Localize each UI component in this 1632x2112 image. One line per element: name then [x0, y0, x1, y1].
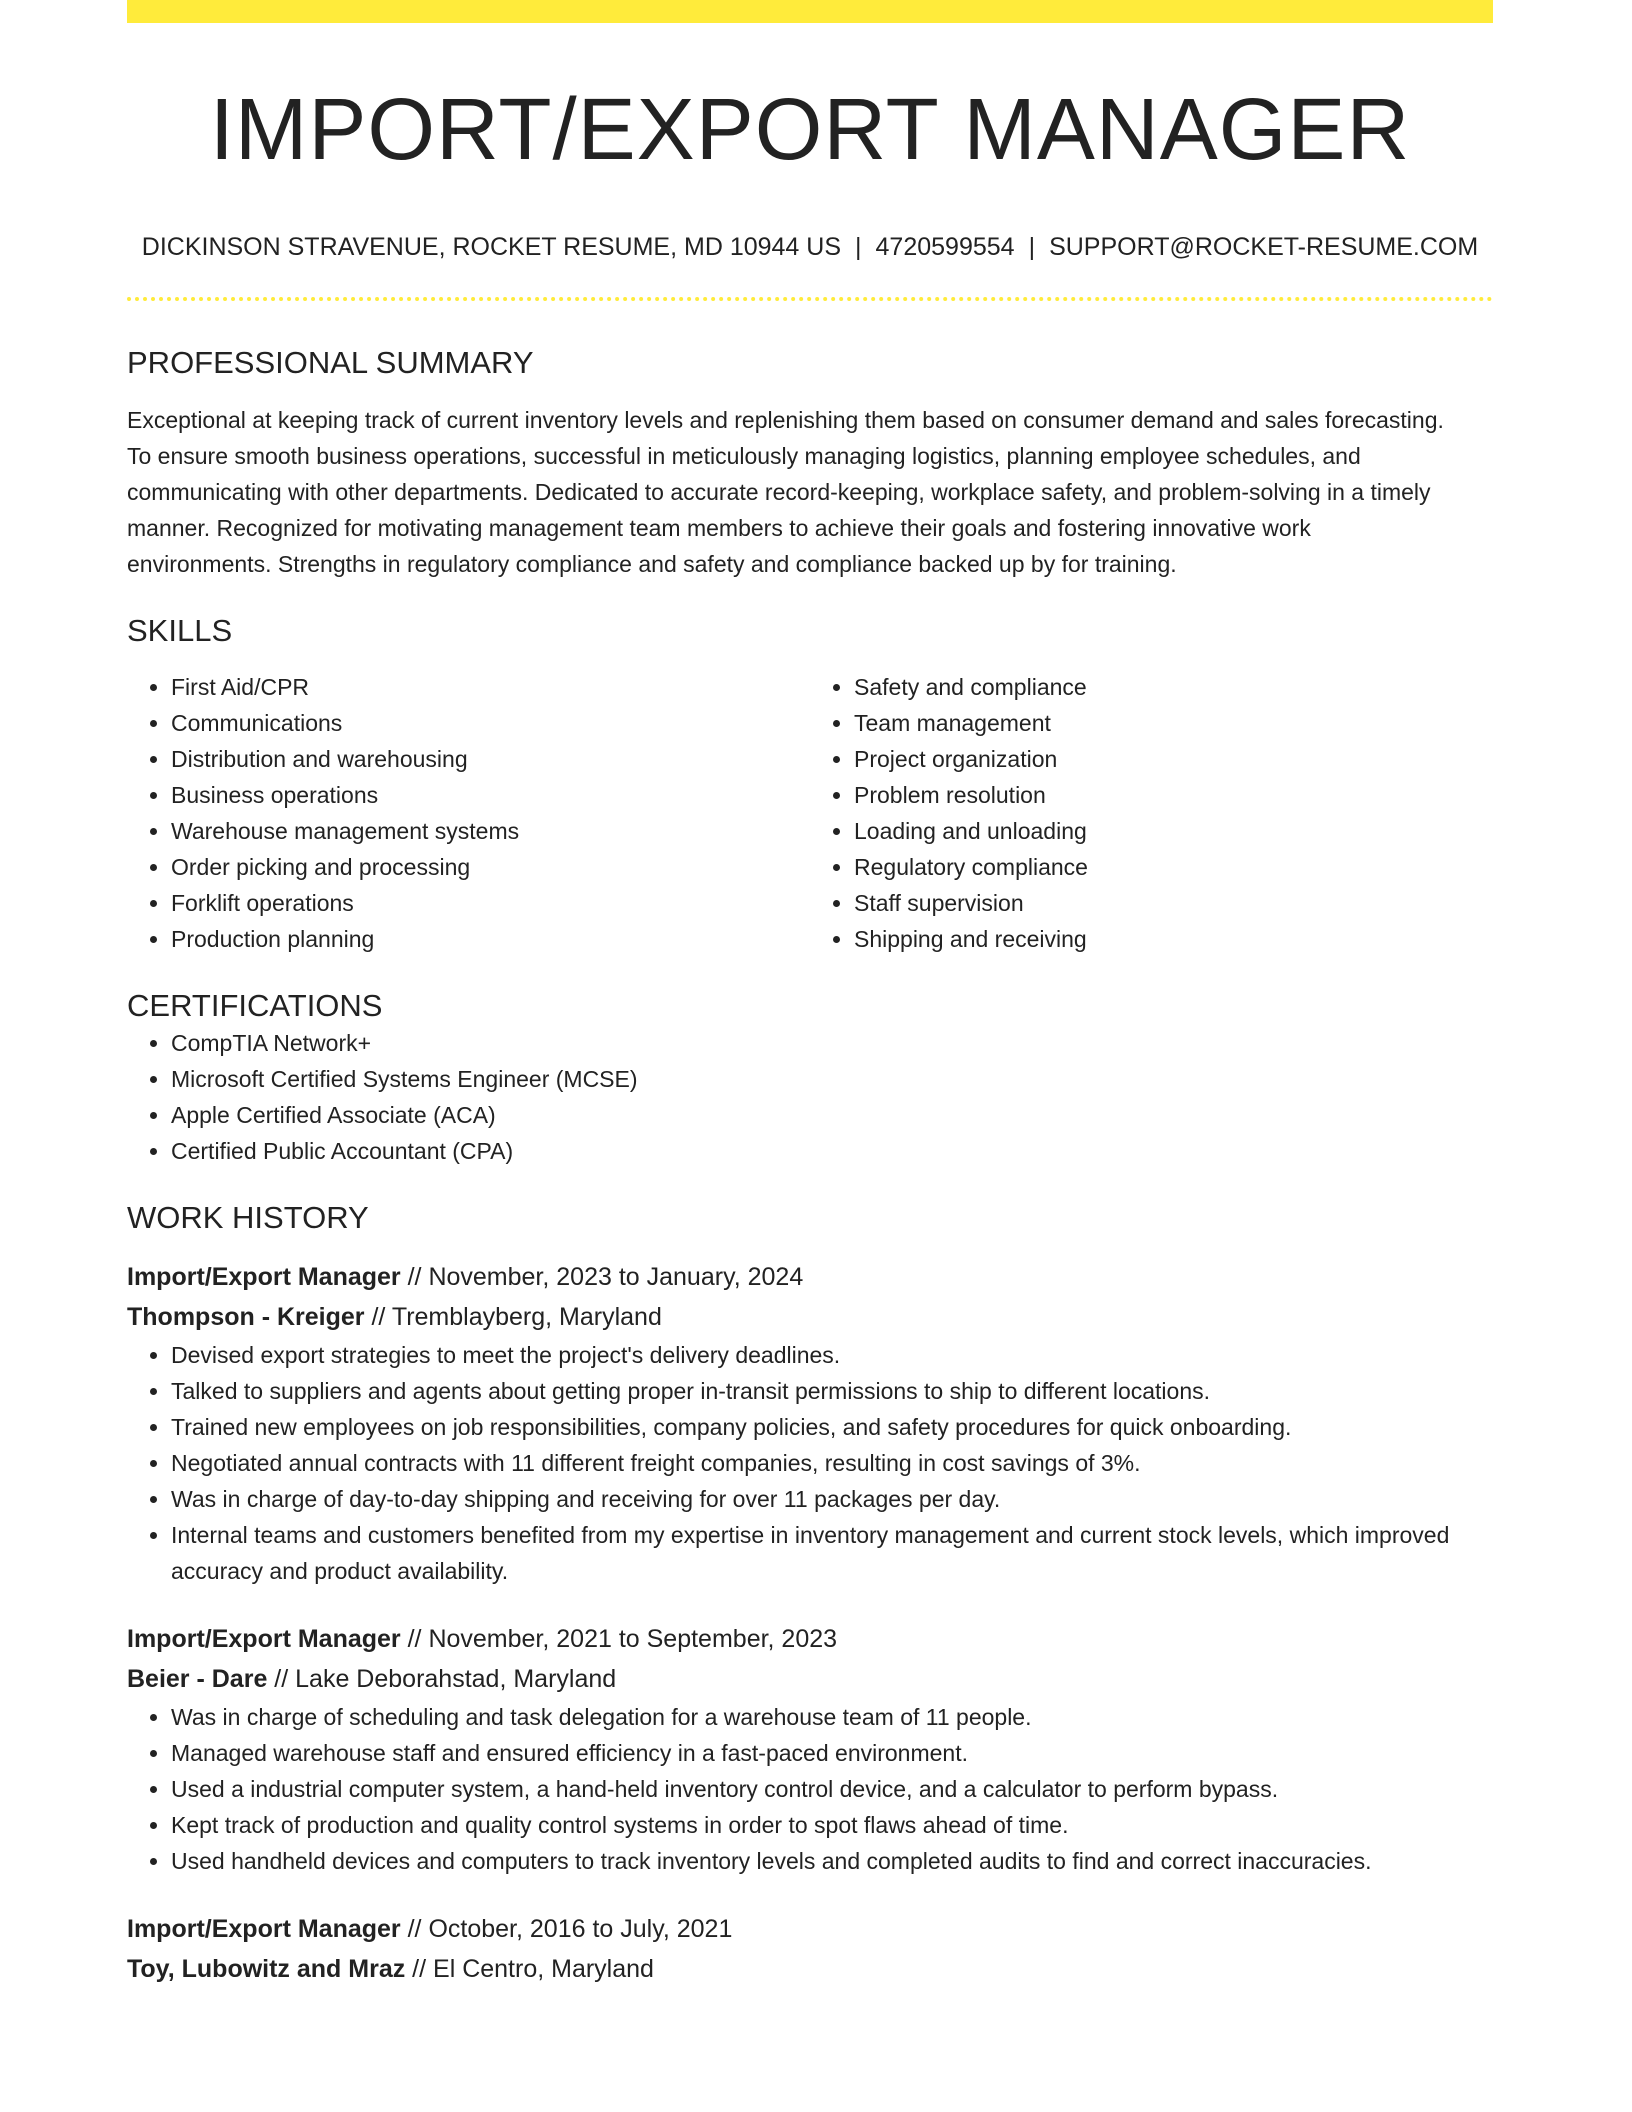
job-duty: • Used handheld devices and computers to track inventory levels and completed audits to find and correct inaccuracies. — [171, 1843, 1493, 1879]
certifications-list — [127, 1025, 1493, 1169]
work-history-heading: WORK HISTORY — [127, 1200, 369, 1235]
skill-item: • Staff supervision — [854, 885, 1493, 921]
skill-item: • Regulatory compliance — [854, 849, 1493, 885]
job-dates: // November, 2021 to September, 2023 — [400, 1625, 838, 1653]
skill-item: • Shipping and receiving — [854, 921, 1493, 957]
job-duty: • Trained new employees on job responsibilities, company policies, and safety procedures for quick onboarding. — [171, 1409, 1493, 1445]
certifications-heading: CERTIFICATIONS — [127, 988, 383, 1023]
contact-line — [127, 232, 1493, 262]
job-role: Import/Export Manager — [127, 1263, 401, 1291]
skill-item: • Distribution and warehousing — [171, 741, 810, 777]
dotted-divider — [127, 297, 1493, 301]
job-dates: // November, 2023 to January, 2024 — [400, 1263, 804, 1291]
skill-item: • Business operations — [171, 777, 810, 813]
summary-heading: PROFESSIONAL SUMMARY — [127, 345, 534, 380]
certification-item: • CompTIA Network+ — [171, 1025, 1493, 1061]
skill-item: • Project organization — [854, 741, 1493, 777]
skill-item: • First Aid/CPR — [171, 669, 810, 705]
skills-list-right — [810, 669, 1493, 957]
job-title-line — [127, 1909, 1493, 1949]
job-duties-list — [127, 1337, 1493, 1589]
job-company: Beier - Dare — [127, 1665, 268, 1693]
skill-item: • Production planning — [171, 921, 810, 957]
job-location: // Tremblayberg, Maryland — [364, 1303, 662, 1331]
job-title-line — [127, 1257, 1493, 1297]
job-title-line — [127, 1619, 1493, 1659]
skill-item: • Communications — [171, 705, 810, 741]
resume-name: IMPORT/EXPORT MANAGER — [209, 81, 1411, 178]
certification-item: • Certified Public Accountant (CPA) — [171, 1133, 1493, 1169]
job-entry — [127, 1619, 1493, 1879]
contact-phone: 4720599554 — [875, 233, 1015, 261]
skills-list-left — [127, 669, 810, 957]
contact-separator: | — [855, 233, 862, 261]
job-dates: // October, 2016 to July, 2021 — [400, 1915, 733, 1943]
skill-item: • Loading and unloading — [854, 813, 1493, 849]
job-duty: • Was in charge of scheduling and task delegation for a warehouse team of 11 people. — [171, 1699, 1493, 1735]
job-company: Toy, Lubowitz and Mraz — [127, 1955, 406, 1983]
job-entry — [127, 1257, 1493, 1589]
job-duty: • Talked to suppliers and agents about getting proper in-transit permissions to ship to different locations. — [171, 1373, 1493, 1409]
summary-text: Exceptional at keeping track of current inventory levels and replenishing them based on consumer demand and sales forecasting. To ensure smooth business operations, successful in meticulously managing logistics, planning employee schedules, and communicating with other departments. Dedicated to accurate record-keeping, workplace safety, and problem-solving in a timely manner. Recognized for motivating management team members to achieve their goals and fostering innovative work environments. Strengths in regulatory compliance and safety and compliance backed up by for training. — [127, 407, 1444, 577]
job-location: // El Centro, Maryland — [405, 1955, 654, 1983]
job-company-line — [127, 1659, 1493, 1699]
job-duty: • Kept track of production and quality control systems in order to spot flaws ahead of time. — [171, 1807, 1493, 1843]
certification-item: • Apple Certified Associate (ACA) — [171, 1097, 1493, 1133]
skills-heading: SKILLS — [127, 613, 233, 648]
job-location: // Lake Deborahstad, Maryland — [267, 1665, 617, 1693]
certification-item: • Microsoft Certified Systems Engineer (MCSE) — [171, 1061, 1493, 1097]
job-entry — [127, 1909, 1493, 1989]
job-duty: • Managed warehouse staff and ensured efficiency in a fast-paced environment. — [171, 1735, 1493, 1771]
resume-content — [127, 0, 1493, 1989]
job-duty: • Internal teams and customers benefited from my expertise in inventory management and current stock levels, which improved accuracy and product availability. — [171, 1517, 1493, 1589]
skill-item: • Forklift operations — [171, 885, 810, 921]
job-role: Import/Export Manager — [127, 1625, 401, 1653]
job-role: Import/Export Manager — [127, 1915, 401, 1943]
job-duties-list — [127, 1699, 1493, 1879]
skill-item: • Problem resolution — [854, 777, 1493, 813]
skill-item: • Order picking and processing — [171, 849, 810, 885]
skill-item: • Safety and compliance — [854, 669, 1493, 705]
skills-grid — [127, 669, 1493, 957]
job-duty: • Devised export strategies to meet the project's delivery deadlines. — [171, 1337, 1493, 1373]
job-company-line — [127, 1297, 1493, 1337]
skill-item: • Team management — [854, 705, 1493, 741]
contact-address: DICKINSON STRAVENUE, ROCKET RESUME, MD 10944 US — [141, 233, 842, 261]
job-duty: • Used a industrial computer system, a hand-held inventory control device, and a calculator to perform bypass. — [171, 1771, 1493, 1807]
contact-email[interactable]: SUPPORT@ROCKET-RESUME.COM — [1049, 233, 1479, 261]
job-duty: • Negotiated annual contracts with 11 different freight companies, resulting in cost savings of 3%. — [171, 1445, 1493, 1481]
job-company-line — [127, 1949, 1493, 1989]
job-duty: • Was in charge of day-to-day shipping and receiving for over 11 packages per day. — [171, 1481, 1493, 1517]
skill-item: • Warehouse management systems — [171, 813, 810, 849]
contact-separator: | — [1028, 233, 1036, 261]
job-company: Thompson - Kreiger — [127, 1303, 365, 1331]
